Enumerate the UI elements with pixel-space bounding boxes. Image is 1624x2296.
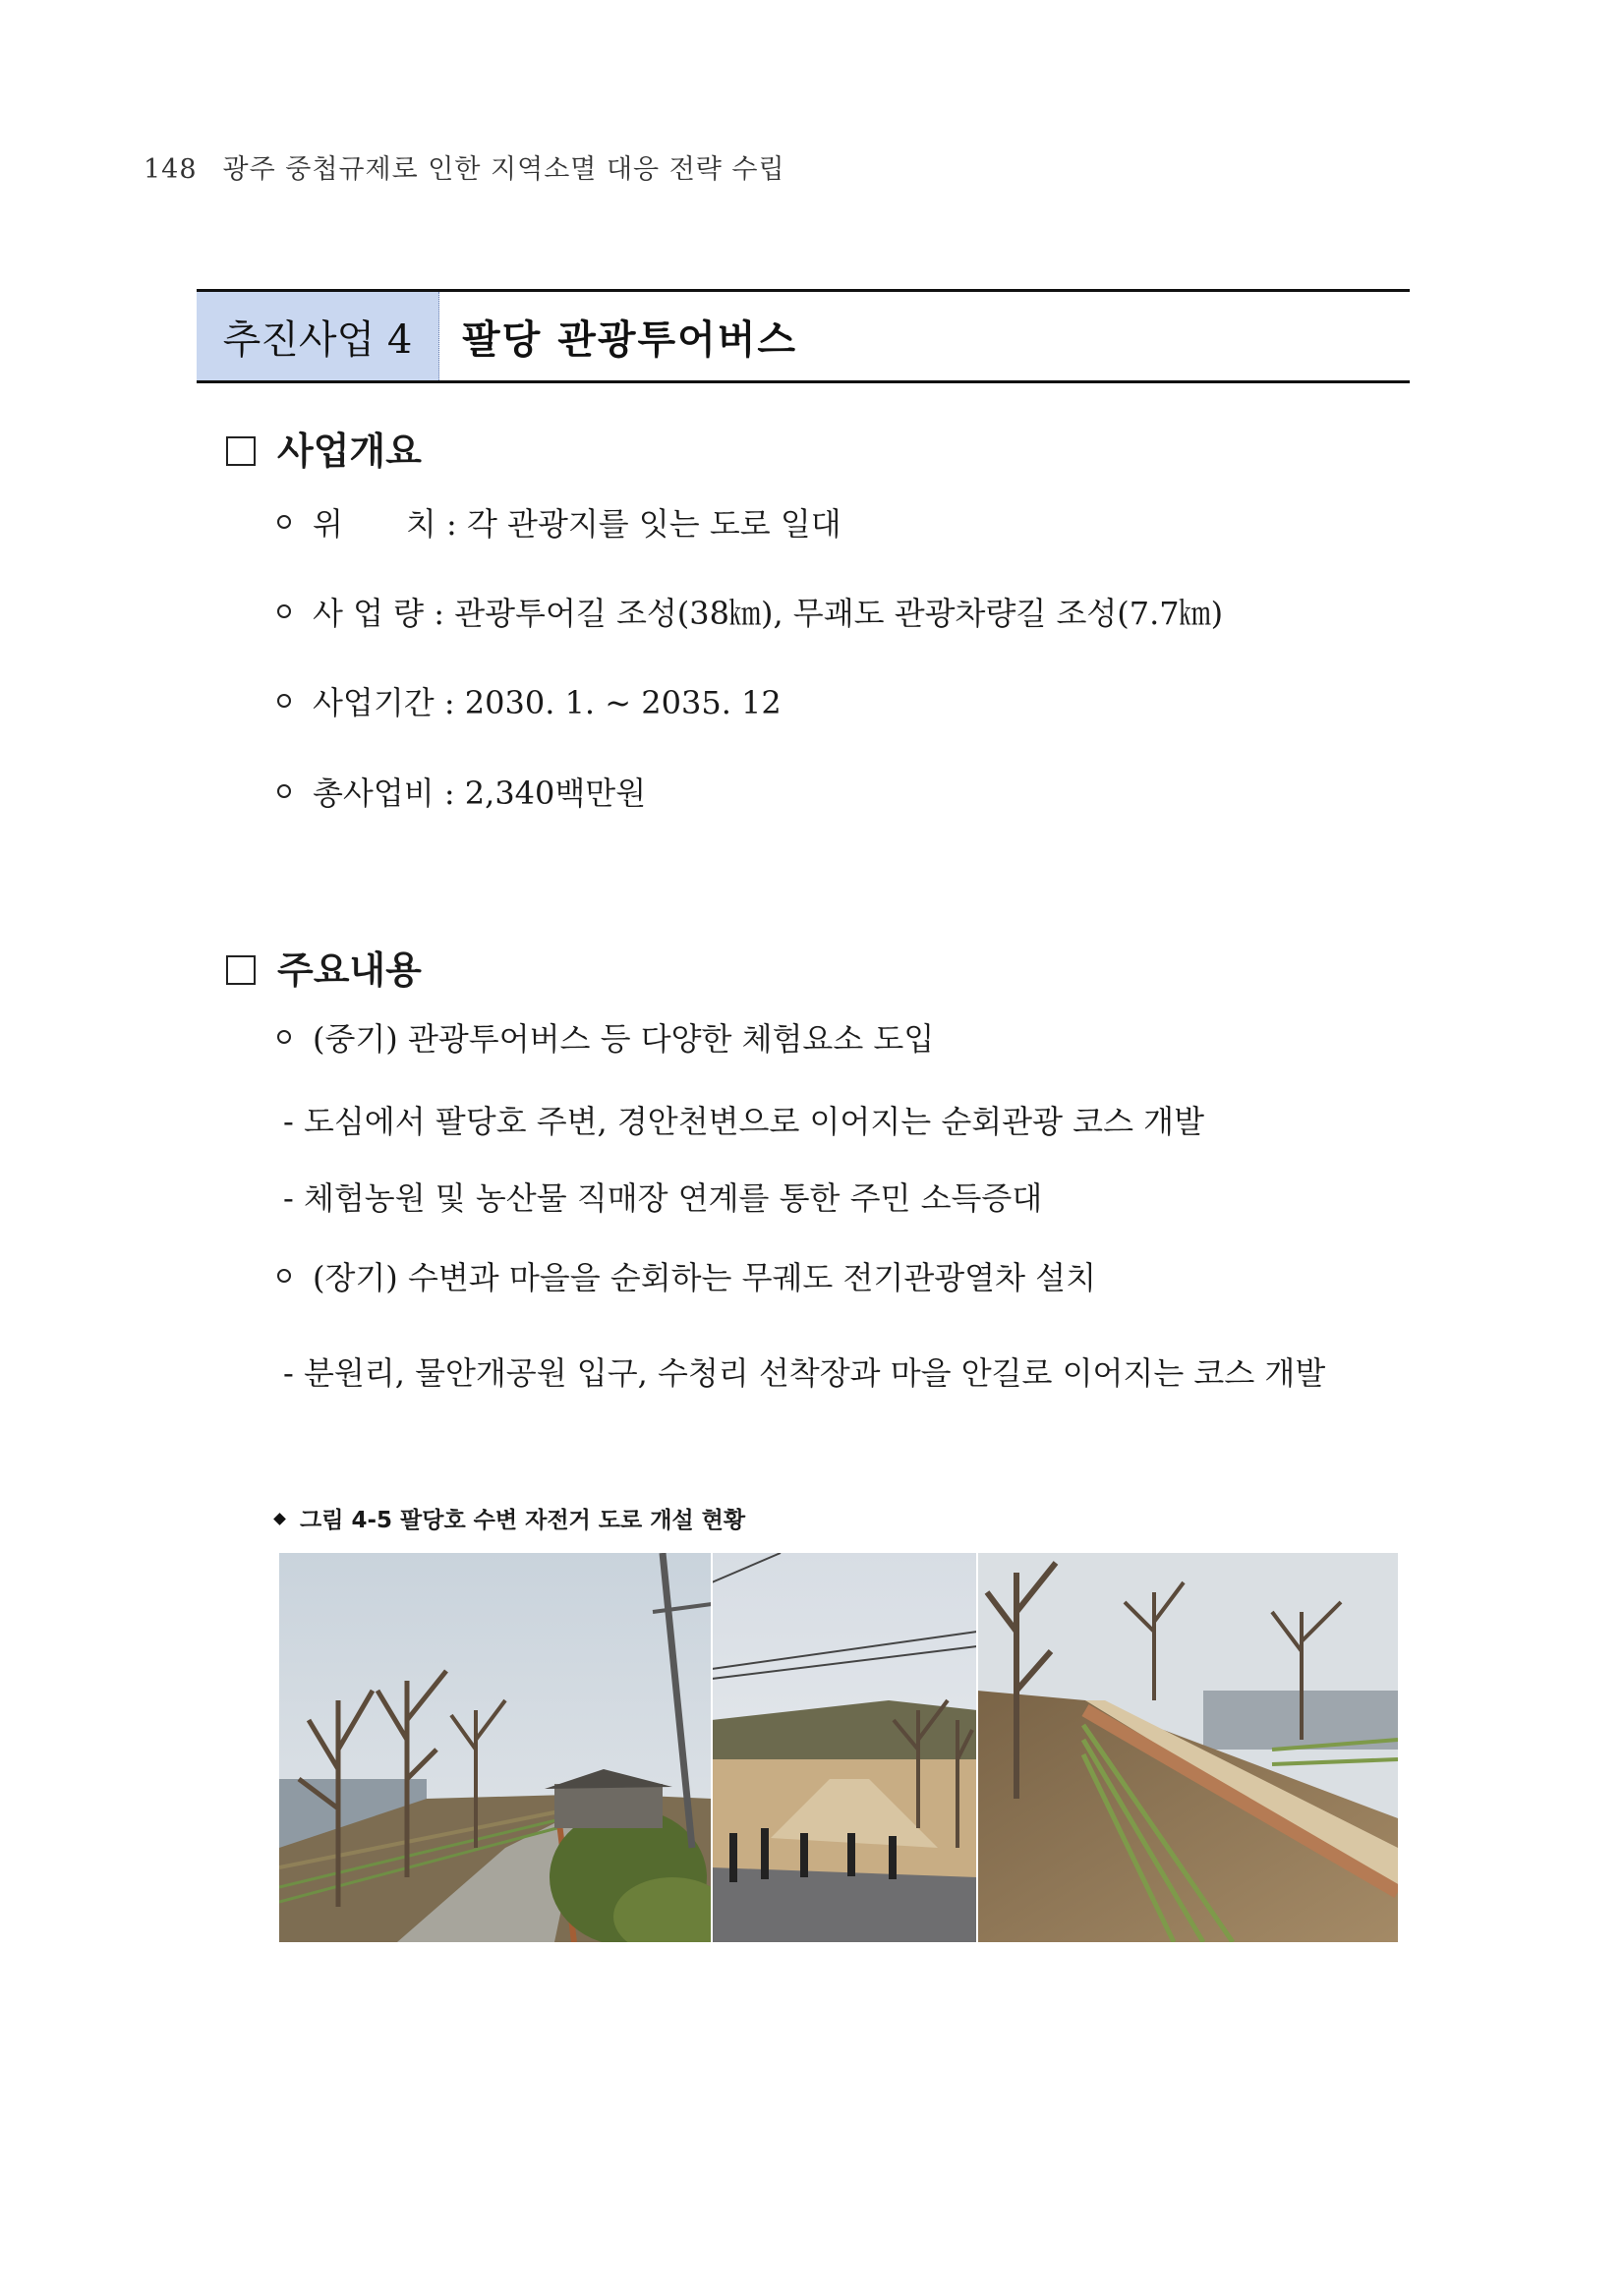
page-number: 148 [144, 154, 198, 185]
circle-bullet-icon [277, 515, 291, 529]
circle-bullet-icon [277, 604, 291, 618]
checkbox-square-icon [226, 955, 256, 985]
overview-item-budget [277, 769, 646, 814]
photo-bike-path-center [712, 1553, 977, 1942]
photo-bike-path-left [279, 1553, 731, 1942]
project-title: 팔당 관광투어버스 [462, 316, 798, 363]
item-text: (중기) 관광투어버스 등 다양한 체험요소 도입 [313, 1020, 935, 1058]
photo-strip [279, 1553, 1398, 1942]
item-text: (장기) 수변과 마을을 순회하는 무궤도 전기관광열차 설치 [313, 1259, 1096, 1296]
section-heading-contents [226, 940, 422, 994]
item-key: 총사업비 [313, 775, 435, 812]
contents-sub-item: - 도심에서 팔당호 주변, 경안천변으로 이어지는 순회관광 코스 개발 [283, 1103, 1204, 1140]
figure-caption [275, 1502, 745, 1534]
item-value: : 2,340백만원 [434, 775, 647, 812]
section-heading-text: 사업개요 [277, 430, 422, 473]
item-value: : 2030. 1. ~ 2035. 12 [434, 684, 782, 721]
item-key: 사업기간 [313, 684, 435, 721]
project-banner [197, 289, 1410, 383]
project-label: 추진사업 4 [197, 292, 439, 380]
contents-sub-item: - 체험농원 및 농산물 직매장 연계를 통한 주민 소득증대 [283, 1179, 1043, 1217]
circle-bullet-icon [277, 1030, 291, 1044]
contents-item-longterm [277, 1253, 1096, 1298]
running-head-title: 광주 중첩규제로 인한 지역소멸 대응 전략 수립 [222, 154, 785, 185]
diamond-bullet-icon [273, 1513, 286, 1525]
figure-caption-text: 그림 4-5 팔당호 수변 자전거 도로 개설 현황 [300, 1508, 746, 1533]
section-heading-text: 주요내용 [277, 948, 422, 992]
section-heading-overview [226, 421, 422, 475]
item-value: : 관광투어길 조성(38㎞), 무괘도 관광차량길 조성(7.7㎞) [424, 595, 1224, 632]
item-value: : 각 관광지를 잇는 도로 일대 [435, 505, 841, 543]
overview-item-scope [277, 589, 1223, 634]
running-head [144, 147, 785, 186]
photo-bike-path-right [977, 1553, 1398, 1942]
contents-sub-item: - 분원리, 물안개공원 입구, 수청리 선착장과 마을 안길로 이어지는 코스 개발 [283, 1354, 1326, 1392]
circle-bullet-icon [277, 1269, 291, 1283]
contents-item-midterm [277, 1014, 934, 1060]
checkbox-square-icon [226, 436, 256, 466]
circle-bullet-icon [277, 784, 291, 798]
circle-bullet-icon [277, 694, 291, 708]
overview-item-period [277, 678, 782, 723]
item-key: 위 치 [313, 505, 436, 543]
overview-item-location [277, 499, 841, 545]
item-key: 사 업 량 [313, 595, 425, 632]
